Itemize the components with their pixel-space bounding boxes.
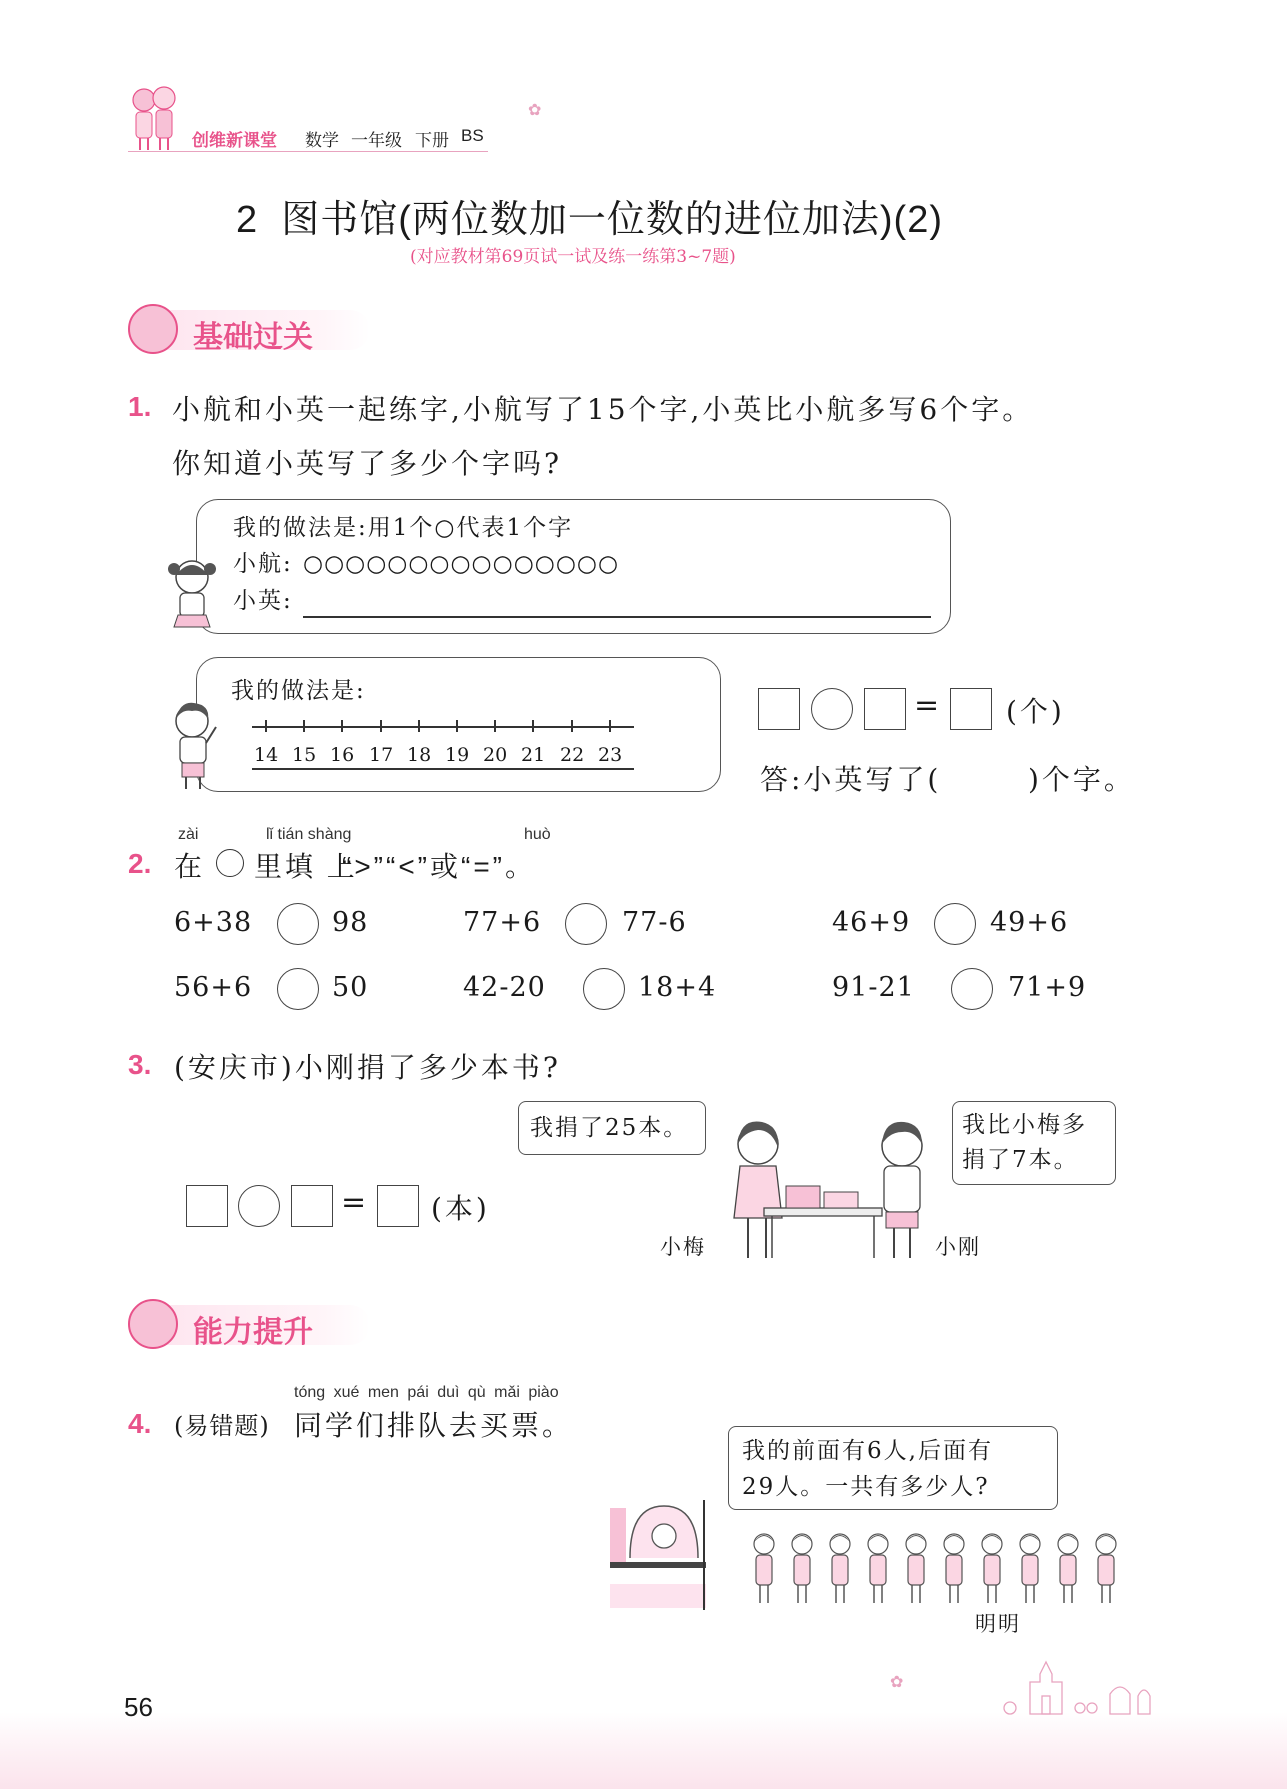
nl-label: 20 [483,744,508,766]
q2-item4-right: 50 [332,972,369,1003]
header-mascot-icon [128,82,180,152]
nl-tick [341,720,343,732]
q2-item3-left: 46+9 [832,907,911,938]
q2-text-b: 里填 上 [254,851,358,882]
q2-item4-circle[interactable] [277,968,319,1010]
q2-item3-circle[interactable] [934,903,976,945]
q2-pinyin-zai: zài [178,826,199,843]
nl-label: 22 [560,744,585,766]
nl-label: 18 [407,744,432,766]
q2-item2-right: 77-6 [622,907,687,938]
q2-pinyin-litianshang: lǐ tián shàng [266,826,352,843]
q2-item1-left: 6+38 [174,907,253,938]
q2-text-c: “>”“<”或“=”。 [342,851,537,882]
q3-eq-box-2[interactable] [291,1185,333,1227]
q2-item2-left: 77+6 [463,907,542,938]
q2-text-a: 在 [174,851,206,882]
nl-label: 15 [292,744,317,766]
nl-label: 14 [254,744,279,766]
q3-eq-box-1[interactable] [186,1185,228,1227]
q3-eq-equals: = [341,1185,367,1220]
q2-item3-right: 49+6 [990,907,1069,938]
q3-bubble-right-line1: 我比小梅多 [962,1112,1087,1138]
q3-illustration [714,1108,954,1266]
page-title: 2 图书馆(两位数加一位数的进位加法)(2) [236,199,944,241]
q1-method2-title: 我的做法是: [231,678,366,704]
boy-icon [166,697,220,791]
q2-item2-circle[interactable] [565,903,607,945]
q3-bubble-right-line2: 捐了7本。 [962,1147,1079,1173]
q4-pinyin: tóng xué men pái duì qù mǎi piào [294,1384,559,1401]
q4-name-mingming: 明明 [975,1612,1021,1636]
castle-icon [990,1652,1170,1716]
q1-eq-equals: = [914,688,940,723]
q3-name-right: 小刚 [935,1235,981,1259]
q1-xiaohang-circles: ○○○○○○○○○○○○○○○ [303,551,620,577]
header-brand: 创维新课堂 [192,131,277,150]
nl-tick [532,720,534,732]
q2-item1-circle[interactable] [277,903,319,945]
nl-label: 23 [598,744,623,766]
q3-number: 3. [128,1049,152,1080]
section-title-advanced: 能力提升 [193,1316,313,1349]
q1-eq-operator-circle[interactable] [811,688,853,730]
queue-illustration [744,1528,1132,1608]
q1-number-line-bottom [252,768,634,770]
q2-item4-left: 56+6 [174,972,253,1003]
q1-line1: 小航和小英一起练字,小航写了15个字,小英比小航多写6个字。 [172,393,1034,426]
q1-xiaoying-answer-line[interactable] [303,616,931,618]
nl-tick [456,720,458,732]
nl-label: 16 [330,744,355,766]
flower-icon: ✿ [528,100,542,119]
q4-bubble-line1: 我的前面有6人,后面有 [742,1438,993,1464]
nl-tick [571,720,573,732]
q3-eq-result-box[interactable] [377,1185,419,1227]
q2-item5-circle[interactable] [583,968,625,1010]
q3-eq-unit: (本) [431,1192,490,1225]
page-number: 56 [124,1692,153,1722]
header-subject: 数学 [305,131,339,150]
q2-number: 2. [128,848,152,879]
q2-circle-icon [216,849,244,877]
q1-eq-result-box[interactable] [950,688,992,730]
q1-xiaoying-label: 小英: [233,588,293,614]
nl-tick [380,720,382,732]
nl-tick [494,720,496,732]
nl-tick [303,720,305,732]
nl-tick [609,720,611,732]
q1-eq-box-2[interactable] [864,688,906,730]
q2-item1-right: 98 [332,907,369,938]
nl-label: 17 [369,744,394,766]
header-divider [128,151,488,152]
q4-bubble-line2: 29人。一共有多少人? [742,1474,990,1500]
q3-name-left: 小梅 [660,1235,706,1259]
header-grade: 一年级 [351,131,402,150]
section-icon-advanced [128,1299,178,1349]
nl-tick [265,720,267,732]
nl-label: 19 [445,744,470,766]
q1-method1-title: 我的做法是:用1个○代表1个字 [233,515,574,541]
girl-icon [166,555,218,635]
page-subtitle: (对应教材第69页试一试及练一练第3~7题) [410,247,736,267]
q2-item6-left: 91-21 [832,972,915,1003]
q3-eq-operator-circle[interactable] [238,1185,280,1227]
header-volume: 下册 [415,131,449,150]
q1-answer-suffix: )个字。 [1028,763,1135,796]
q1-xiaohang-label: 小航: [233,551,293,577]
footer-band [0,1712,1287,1789]
q4-number: 4. [128,1408,152,1439]
q1-answer-blank[interactable] [958,760,1028,794]
q1-number: 1. [128,391,152,422]
q3-bubble-left-text: 我捐了25本。 [530,1115,689,1141]
q4-tag: (易错题) [174,1412,270,1440]
ticket-booth-icon [608,1500,712,1610]
q1-eq-box-1[interactable] [758,688,800,730]
nl-tick [418,720,420,732]
flower-icon: ✿ [890,1672,904,1691]
q1-line2: 你知道小英写了多少个字吗? [172,447,563,480]
section-title-basic: 基础过关 [193,321,313,354]
q1-answer-prefix: 答:小英写了( [760,763,942,796]
section-icon-basic [128,304,178,354]
q2-item5-left: 42-20 [463,972,546,1003]
nl-label: 21 [521,744,546,766]
q2-item6-circle[interactable] [951,968,993,1010]
header-edition: BS [461,126,484,145]
q2-pinyin-huo: huò [524,826,551,843]
q4-text: 同学们排队去买票。 [294,1410,574,1441]
q3-text: (安庆市)小刚捐了多少本书? [174,1051,561,1084]
q2-item6-right: 71+9 [1008,972,1087,1003]
q2-item5-right: 18+4 [638,972,717,1003]
q1-number-line [252,726,634,728]
q1-eq-unit: (个) [1006,695,1065,728]
